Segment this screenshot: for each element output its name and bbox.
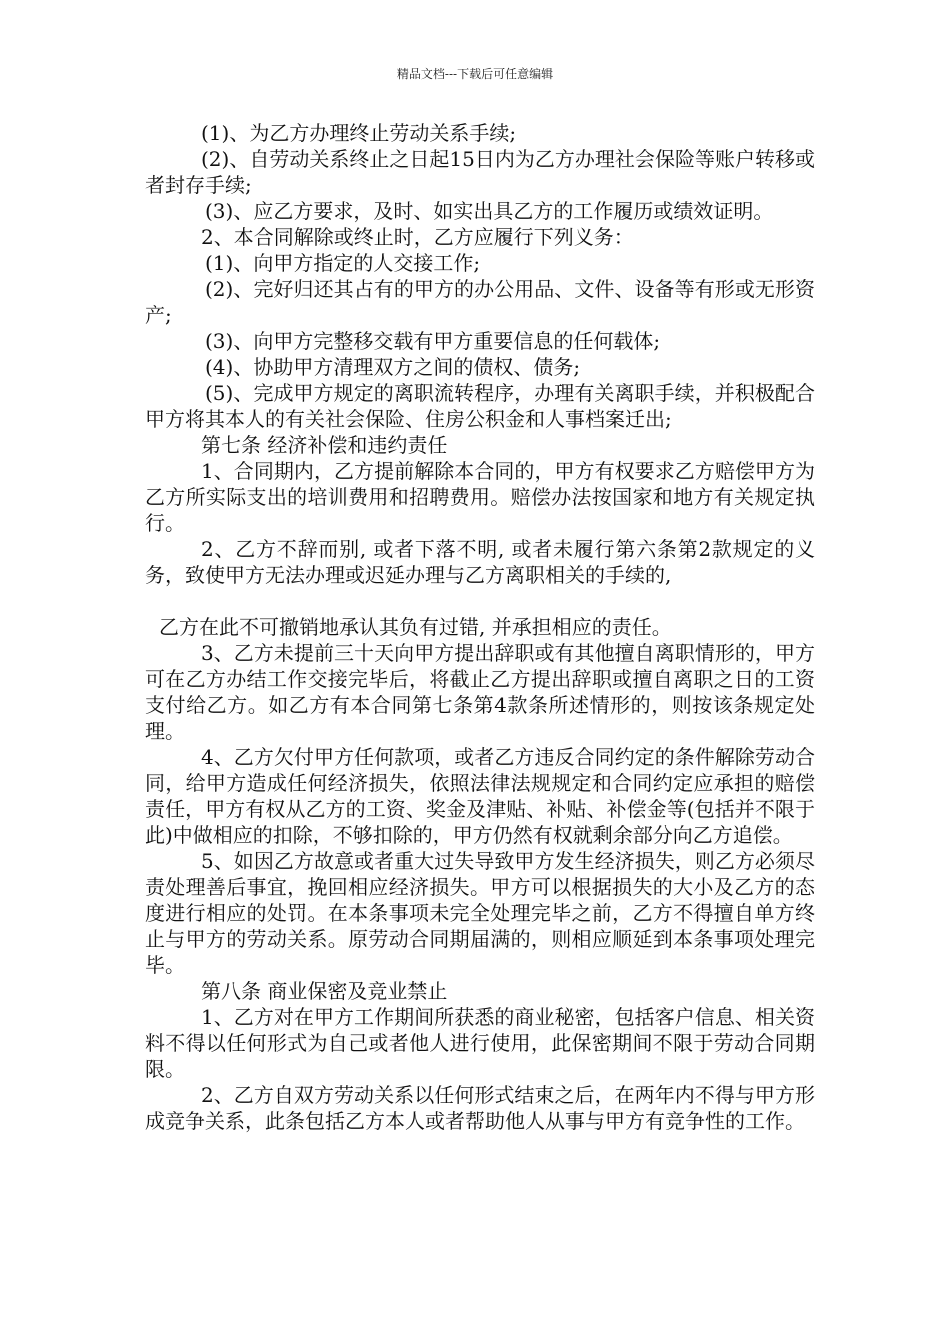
paragraph: 乙方在此不可撤销地承认其负有过错, 并承担相应的责任。 <box>159 615 672 639</box>
paragraph: (2)、完好归还其占有的甲方的办公用品、文件、设备等有形或无形资产; <box>145 277 815 327</box>
paragraph: (1)、向甲方指定的人交接工作; <box>205 251 481 275</box>
paragraph: 5、如因乙方故意或者重大过失导致甲方发生经济损失，则乙方必须尽责处理善后事宜，挽回相应经济损失。甲方可以根据损失的大小及乙方的态度进行相应的处罚。在本条事项未完全处理完毕之前，乙方不得擅自单方终止与甲方的劳动关系。原劳动合同期届满的，则相应顺延到本条事项处理完毕。 <box>145 849 815 977</box>
page-header: 精品文档---下载后可任意编辑 <box>396 67 554 81</box>
paragraph: (3)、向甲方完整移交载有甲方重要信息的任何载体; <box>205 329 661 353</box>
paragraph: 2、本合同解除或终止时，乙方应履行下列义务： <box>201 225 634 249</box>
section-heading: 第八条 商业保密及竞业禁止 <box>201 979 448 1003</box>
paragraph: 1、乙方对在甲方工作期间所获悉的商业秘密，包括客户信息、相关资料不得以任何形式为自己或者他人进行使用，此保密期间不限于劳动合同期限。 <box>145 1005 815 1081</box>
paragraph: 2、乙方自双方劳动关系以任何形式结束之后，在两年内不得与甲方形成竞争关系，此条包括乙方本人或者帮助他人从事与甲方有竞争性的工作。 <box>145 1083 815 1133</box>
document-body <box>145 120 815 1134</box>
paragraph: (5)、完成甲方规定的离职流转程序，办理有关离职手续，并积极配合甲方将其本人的有关社会保险、住房公积金和人事档案迁出; <box>145 381 815 431</box>
paragraph: (4)、协助甲方清理双方之间的债权、债务; <box>205 355 581 379</box>
paragraph: 4、乙方欠付甲方任何款项，或者乙方违反合同约定的条件解除劳动合同，给甲方造成任何经济损失，依照法律法规规定和合同约定应承担的赔偿责任，甲方有权从乙方的工资、奖金及津贴、补贴、补偿金等(包括并不限于此)中做相应的扣除，不够扣除的，甲方仍然有权就剩余部分向乙方追偿。 <box>145 745 815 847</box>
paragraph: (3)、应乙方要求，及时、如实出具乙方的工作履历或绩效证明。 <box>205 199 774 223</box>
section-heading: 第七条 经济补偿和违约责任 <box>201 433 448 457</box>
paragraph: 1、合同期内，乙方提前解除本合同的，甲方有权要求乙方赔偿甲方为乙方所实际支出的培训费用和招聘费用。赔偿办法按国家和地方有关规定执行。 <box>145 459 815 535</box>
paragraph: (1)、为乙方办理终止劳动关系手续; <box>201 121 517 145</box>
paragraph: 3、乙方未提前三十天向甲方提出辞职或有其他擅自离职情形的，甲方可在乙方办结工作交接完毕后，将截止乙方提出辞职或擅自离职之日的工资支付给乙方。如乙方有本合同第七条第4款条所述情形的，则按该条规定处理。 <box>145 641 815 743</box>
paragraph: 2、乙方不辞而别, 或者下落不明, 或者未履行第六条第2款规定的义务，致使甲方无法办理或迟延办理与乙方离职相关的手续的, <box>145 537 815 587</box>
paragraph: (2)、自劳动关系终止之日起15日内为乙方办理社会保险等账户转移或者封存手续; <box>145 147 815 197</box>
